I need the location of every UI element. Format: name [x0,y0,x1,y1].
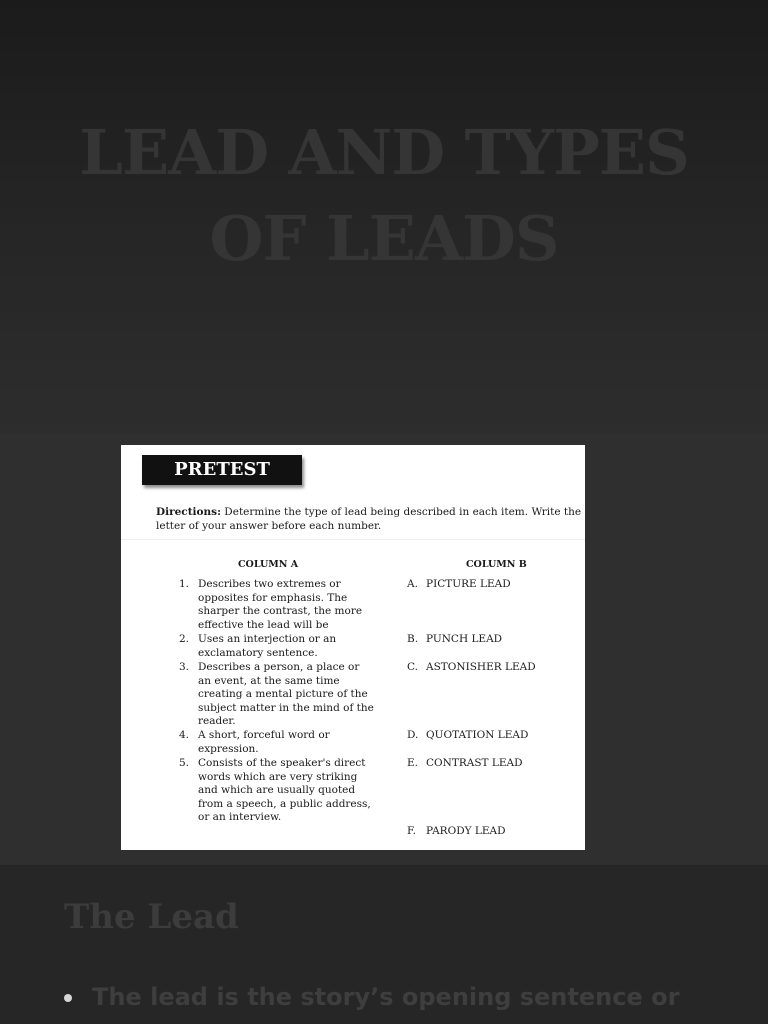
item-letter: A. [407,578,418,590]
slide-the-lead [0,865,768,1024]
slide-title [40,110,728,282]
slide-heading: The Lead [64,897,239,937]
item-number: 4. [179,729,190,741]
divider [121,539,585,540]
column-a-header: COLUMN A [238,559,299,570]
item-letter: D. [407,729,419,741]
slide-pretest [0,433,768,865]
item-letter: B. [407,633,419,645]
item-text: PICTURE LEAD [426,578,511,590]
column-b-header: COLUMN B [466,559,527,570]
item-text: CONTRAST LEAD [426,757,523,769]
pretest-badge: PRETEST [142,455,302,485]
slide-title-line-2: OF LEADS [209,202,559,275]
directions-text [156,506,585,533]
item-number: 5. [179,757,190,769]
directions-line-2: letter of your answer before each number. [156,519,382,532]
item-text: Consists of the speaker's direct words which are very striking and which are usually quoted from a speech, a public address, or an interview. [198,757,371,824]
pretest-worksheet-image [121,445,585,850]
bullet-text: The lead is the story’s opening sentence or [92,983,680,1011]
item-letter: F. [407,825,416,837]
item-text: PUNCH LEAD [426,633,503,645]
item-letter: E. [407,757,419,769]
item-text: Describes a person, a place or an event, at the same time creating a mental picture of the subject matter in the mind of the reader. [198,661,374,728]
item-text: Uses an interjection or an exclamatory sentence. [198,633,337,659]
bullet-icon [64,994,72,1002]
item-text: Describes two extremes or opposites for emphasis. The sharper the contrast, the more effective the lead will be [198,578,363,631]
item-text: A short, forceful word or expression. [198,729,330,755]
item-text: PARODY LEAD [426,825,506,837]
item-text: ASTONISHER LEAD [426,661,536,673]
directions-label: Directions: [156,506,221,518]
item-number: 1. [179,578,190,590]
item-number: 3. [179,661,190,673]
item-number: 2. [179,633,190,645]
item-text: QUOTATION LEAD [426,729,529,741]
directions-line-1: Determine the type of lead being described in each item. Write the [220,506,582,518]
slide-title-line-1: LEAD AND TYPES [79,116,689,189]
item-letter: C. [407,661,418,673]
slide-title-lead-types [0,0,768,433]
